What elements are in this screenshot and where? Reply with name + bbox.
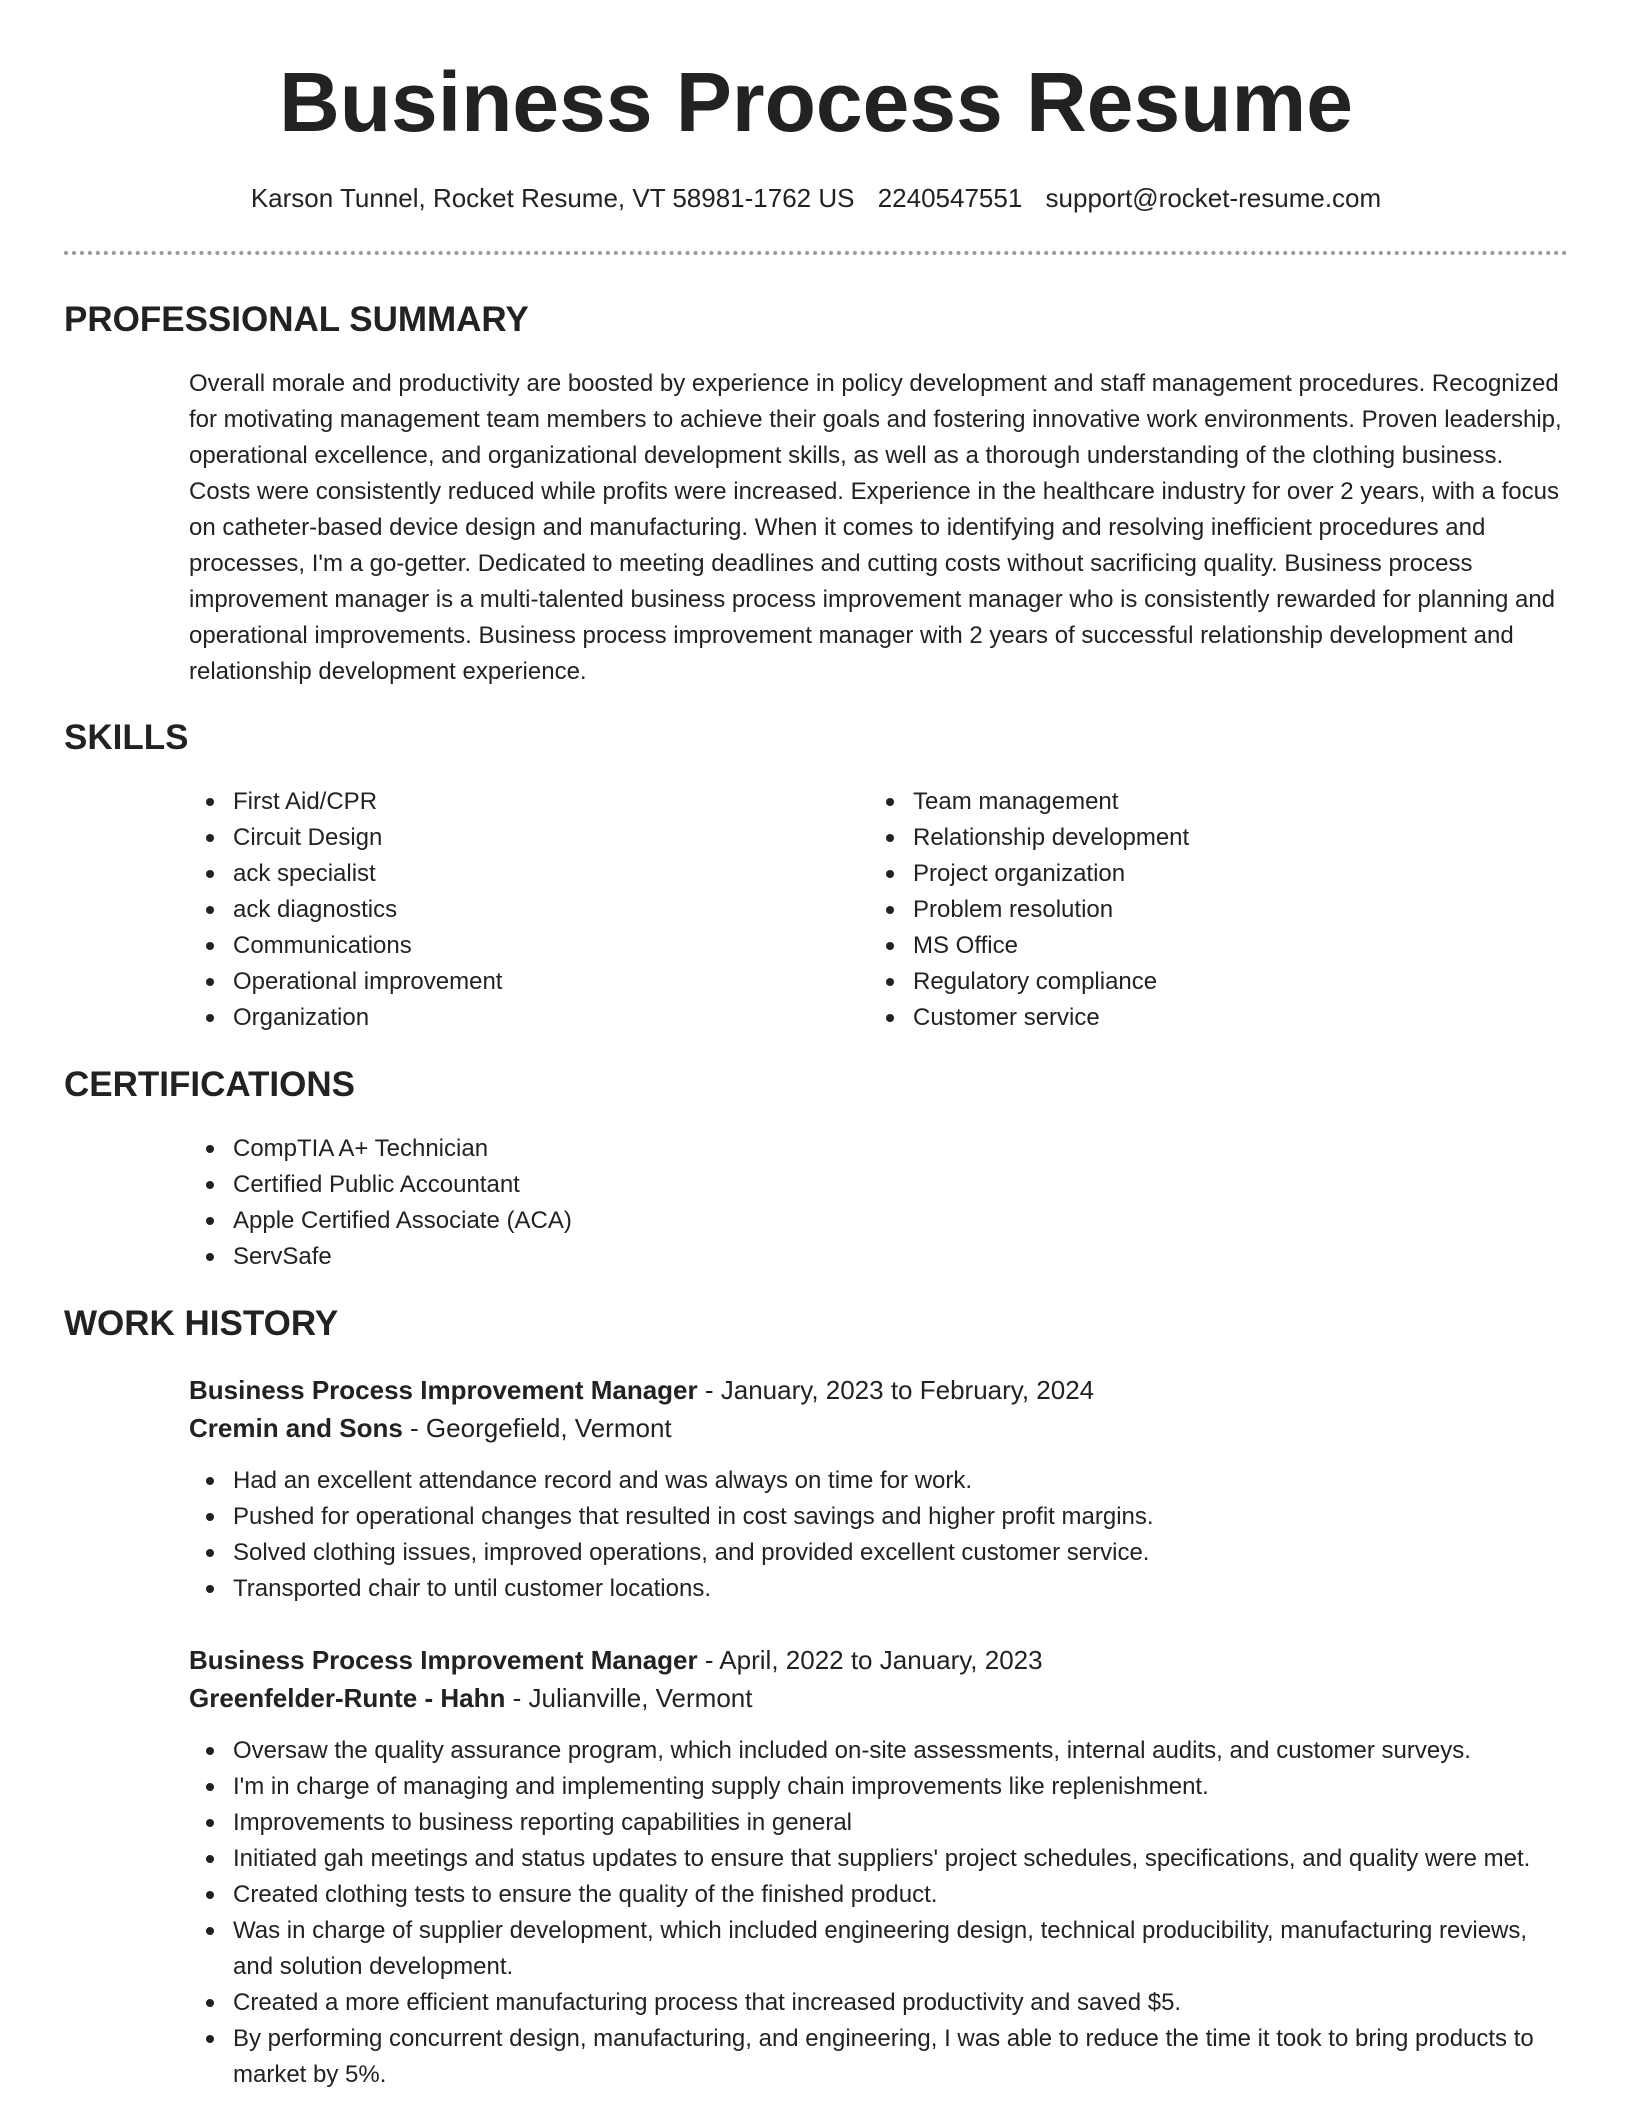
list-item: Apple Certified Associate (ACA) — [189, 1203, 1189, 1239]
list-item: Customer service — [869, 1000, 1489, 1036]
job-title: Business Process Improvement Manager — [189, 1645, 698, 1675]
list-item: Circuit Design — [189, 820, 809, 856]
list-item: MS Office — [869, 928, 1489, 964]
list-item: Team management — [869, 784, 1489, 820]
list-item: Pushed for operational changes that resulted in cost savings and higher profit margins. — [189, 1499, 1569, 1535]
skills-left-list — [189, 784, 809, 1036]
list-item: Regulatory compliance — [869, 964, 1489, 1000]
list-item: Communications — [189, 928, 809, 964]
skills-right-list — [869, 784, 1489, 1036]
skills-right-column — [869, 784, 1489, 1036]
skills-left-column — [189, 784, 809, 1036]
job-company-line — [189, 1409, 1569, 1447]
certifications-heading: CERTIFICATIONS — [64, 1065, 356, 1104]
contact-phone: 2240547551 — [877, 183, 1023, 213]
list-item: First Aid/CPR — [189, 784, 809, 820]
list-item: Transported chair to until customer locations. — [189, 1571, 1569, 1607]
job-dates: - January, 2023 to February, 2024 — [697, 1375, 1095, 1405]
list-item: Had an excellent attendance record and was always on time for work. — [189, 1463, 1569, 1499]
job-company: Greenfelder-Runte - Hahn — [189, 1683, 506, 1713]
skills-heading: SKILLS — [64, 718, 189, 757]
list-item: I'm in charge of managing and implementing supply chain improvements like replenishment. — [189, 1769, 1569, 1805]
job-entry — [189, 1641, 1569, 2093]
list-item: Relationship development — [869, 820, 1489, 856]
job-location: - Julianville, Vermont — [505, 1683, 753, 1713]
list-item: Solved clothing issues, improved operations, and provided excellent customer service. — [189, 1535, 1569, 1571]
resume-title: Business Process Resume — [279, 55, 1353, 149]
job-bullets — [189, 1463, 1569, 1607]
contact-line — [0, 180, 1632, 216]
job-title-line — [189, 1371, 1569, 1409]
list-item: CompTIA A+ Technician — [189, 1131, 1189, 1167]
job-title-line — [189, 1641, 1569, 1679]
list-item: Improvements to business reporting capabilities in general — [189, 1805, 1569, 1841]
list-item: Created clothing tests to ensure the quality of the finished product. — [189, 1877, 1569, 1913]
list-item: Oversaw the quality assurance program, which included on-site assessments, internal audits, and customer surveys. — [189, 1733, 1569, 1769]
list-item: By performing concurrent design, manufacturing, and engineering, I was able to reduce the time it took to bring products to market by 5%. — [189, 2021, 1569, 2093]
list-item: Project organization — [869, 856, 1489, 892]
job-dates: - April, 2022 to January, 2023 — [697, 1645, 1043, 1675]
list-item: ServSafe — [189, 1239, 1189, 1275]
work-history-heading: WORK HISTORY — [64, 1304, 339, 1343]
job-title: Business Process Improvement Manager — [189, 1375, 698, 1405]
list-item: Was in charge of supplier development, which included engineering design, technical producibility, manufacturing reviews, and solution development. — [189, 1913, 1569, 1985]
contact-address: Karson Tunnel, Rocket Resume, VT 58981-1762 US — [250, 183, 855, 213]
list-item: Operational improvement — [189, 964, 809, 1000]
certifications-list — [189, 1131, 1189, 1275]
summary-text: Overall morale and productivity are boosted by experience in policy development and staff management procedures. Recognized for motivating management team members to achieve their goals and fostering innovative work environments. Proven leadership, operational excellence, and organizational development skills, as well as a thorough understanding of the clothing business. Costs were consistently reduced while profits were increased. Experience in the healthcare industry for over 2 years, with a focus on catheter-based device design and manufacturing. When it comes to identifying and resolving inefficient procedures and processes, I'm a go-getter. Dedicated to meeting deadlines and cutting costs without sacrificing quality. Business process improvement manager is a multi-talented business process improvement manager who is consistently rewarded for planning and operational improvements. Business process improvement manager with 2 years of successful relationship development and relationship development experience. — [189, 370, 1562, 685]
list-item: Created a more efficient manufacturing process that increased productivity and saved $5. — [189, 1985, 1569, 2021]
list-item: Certified Public Accountant — [189, 1167, 1189, 1203]
list-item: ack diagnostics — [189, 892, 809, 928]
list-item: Initiated gah meetings and status updates to ensure that suppliers' project schedules, specifications, and quality were met. — [189, 1841, 1569, 1877]
summary-heading: PROFESSIONAL SUMMARY — [64, 300, 529, 339]
list-item: ack specialist — [189, 856, 809, 892]
job-bullets — [189, 1733, 1569, 2093]
job-location: - Georgefield, Vermont — [402, 1413, 672, 1443]
job-entry — [189, 1371, 1569, 1607]
list-item: Problem resolution — [869, 892, 1489, 928]
certifications-list-wrap — [189, 1131, 1189, 1275]
contact-email: support@rocket-resume.com — [1045, 183, 1382, 213]
header-divider — [64, 251, 1568, 255]
job-company: Cremin and Sons — [189, 1413, 403, 1443]
list-item: Organization — [189, 1000, 809, 1036]
job-company-line — [189, 1679, 1569, 1717]
